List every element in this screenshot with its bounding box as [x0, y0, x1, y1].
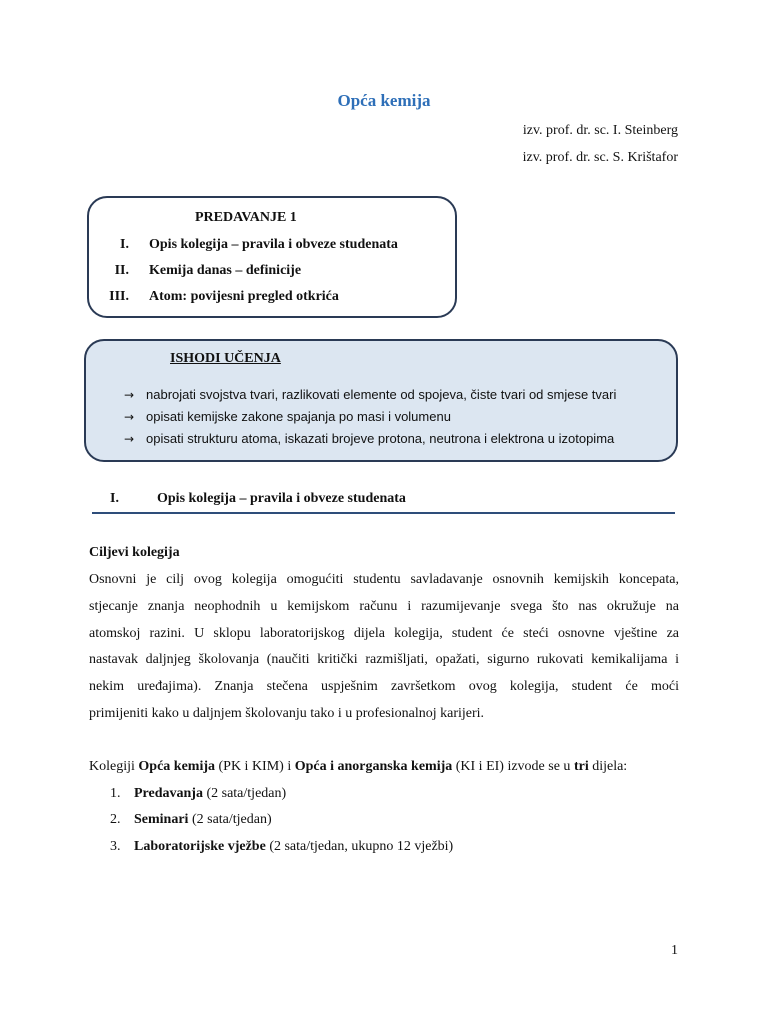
intro-text: (PK i KIM) i — [215, 759, 295, 774]
courses-intro — [89, 759, 627, 775]
list-item-bold: Laboratorijske vježbe — [134, 839, 266, 854]
arrow-right-icon: → — [124, 432, 135, 446]
outcomes-heading: ISHODI UČENJA — [170, 351, 281, 366]
outcome-item — [124, 387, 616, 402]
lecture-item-num: I. — [120, 237, 129, 252]
outcome-text: nabrojati svojstva tvari, razlikovati elemente od spojeva, čiste tvari od smjese tvari — [146, 387, 617, 402]
arrow-right-icon: → — [124, 410, 135, 424]
intro-text: Kolegiji — [89, 759, 139, 774]
list-item-bold: Predavanja — [134, 786, 203, 801]
document-title: Opća kemija — [337, 91, 431, 110]
list-item-rest: (2 sata/tjedan, ukupno 12 vježbi) — [265, 839, 454, 854]
emphasis: tri — [573, 759, 589, 774]
lecture-item-text: Opis kolegija – pravila i obveze studenata — [149, 237, 398, 252]
outcome-item — [124, 431, 614, 446]
list-number: 2. — [110, 812, 121, 827]
learning-outcomes-box — [84, 339, 678, 462]
outcome-text: opisati strukturu atoma, iskazati brojeve protona, neutrona i elektrona u izotopima — [146, 431, 615, 446]
lecture-item-text: Atom: povijesni pregled otkrića — [149, 289, 339, 304]
lecture-heading: PREDAVANJE 1 — [195, 210, 297, 225]
goals-paragraph — [89, 567, 679, 728]
outcome-item — [124, 409, 451, 424]
author-line-1: izv. prof. dr. sc. I. Steinberg — [522, 123, 678, 138]
lecture-item-num: III. — [109, 289, 129, 304]
lecture-item-num: II. — [114, 263, 129, 278]
page-number: 1 — [671, 943, 678, 958]
list-item — [110, 839, 453, 855]
intro-text: dijela: — [588, 759, 628, 774]
lecture-item-text: Kemija danas – definicije — [149, 263, 302, 278]
intro-text: (KI i EI) izvode se u — [452, 759, 574, 774]
list-item-rest: (2 sata/tjedan) — [202, 786, 287, 801]
list-item-bold: Seminari — [134, 812, 189, 827]
course-name: Opća i anorganska kemija — [294, 759, 453, 774]
paragraph-line: Osnovni je cilj ovog kolegija omogućiti studentu savladavanje osnovnih kemijskih koncepata, — [89, 572, 679, 587]
list-number: 3. — [110, 839, 121, 854]
paragraph-line: stjecanje znanja neophodnih u kemijskom računu i razumijevanje svega što nas okružuje na — [89, 598, 679, 614]
list-item — [110, 812, 272, 828]
author-line-2: izv. prof. dr. sc. S. Krištafor — [522, 150, 678, 165]
paragraph-line: atomskoj razini. U sklopu laboratorijskog dijela kolegija, student će steći osnovne vještine za — [89, 625, 679, 641]
list-item-rest: (2 sata/tjedan) — [188, 812, 272, 827]
paragraph-line: primijeniti kako u daljnjem školovanju tako i u profesionalnoj karijeri. — [89, 705, 485, 721]
paragraph-line: nekim uređajima). Znanja stečena uspješnim završetkom ovog kolegija, student će moći — [89, 679, 679, 695]
section-number: I. — [110, 491, 119, 506]
arrow-right-icon: → — [124, 388, 135, 402]
paragraph-line: nastavak daljnjeg školovanja (naučiti kritički razmišljati, opažati, sigurno rukovati kemikalijama i — [89, 652, 679, 668]
outcome-text: opisati kemijske zakone spajanja po masi i volumenu — [146, 409, 451, 424]
goals-heading: Ciljevi kolegija — [89, 545, 180, 560]
lecture-box — [87, 196, 457, 318]
section-divider — [92, 512, 675, 514]
list-item — [110, 786, 286, 802]
course-name: Opća kemija — [138, 759, 215, 774]
list-number: 1. — [110, 786, 121, 801]
section-title: Opis kolegija – pravila i obveze studenata — [157, 491, 406, 506]
